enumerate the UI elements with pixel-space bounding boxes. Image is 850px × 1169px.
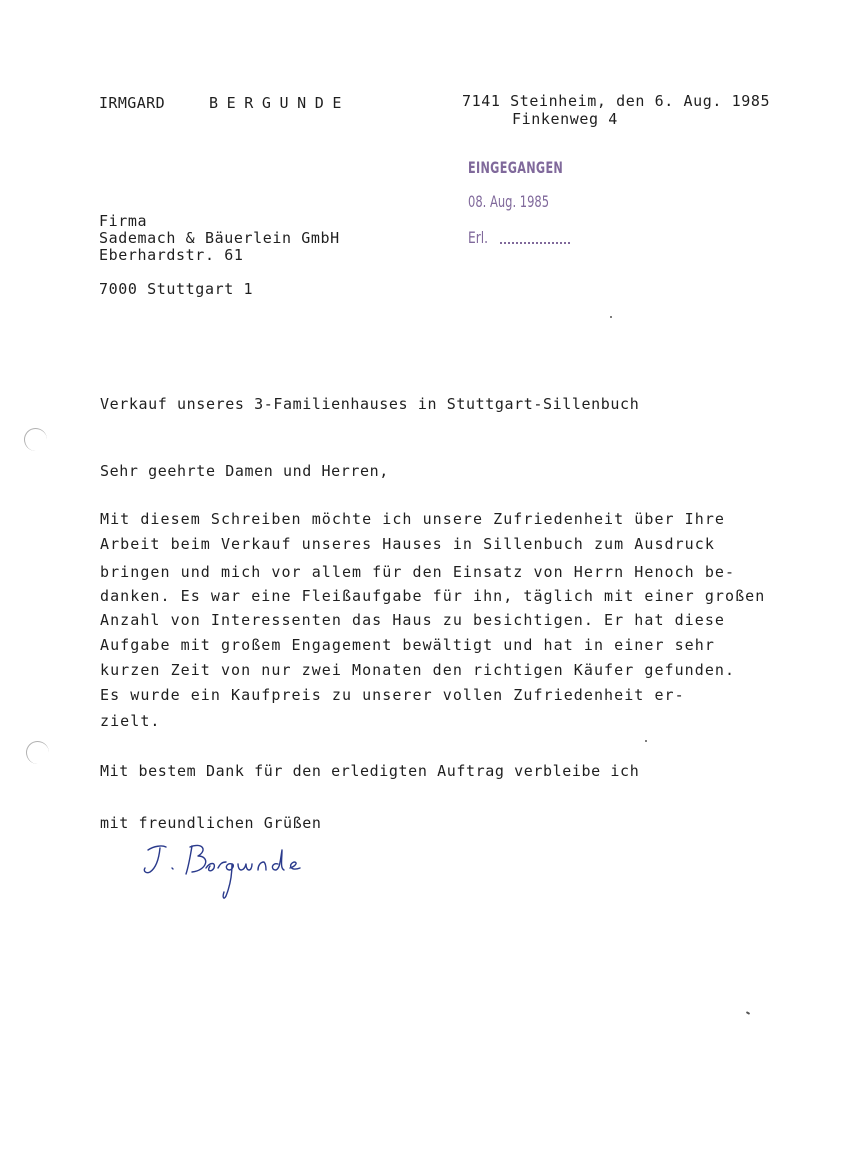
paper-speck [645,740,647,742]
body-line-5: Anzahl von Interessenten das Haus zu besichtigen. Er hat diese [100,611,726,629]
closing-line: Mit bestem Dank für den erledigten Auftrag verbleibe ich [100,762,640,780]
place-and-date: 7141 Steinheim, den 6. Aug. 1985 [462,92,771,110]
recipient-company: Sademach & Bäuerlein GmbH [99,229,340,247]
body-line-3: bringen und mich vor allem für den Einsatz von Herrn Henoch be- [100,563,736,581]
body-line-4: danken. Es war eine Fleißaufgabe für ihn, täglich mit einer großen [100,587,766,605]
stamp-erledigt-label: Erl. [468,228,489,247]
paper-speck [610,316,612,318]
body-line-1: Mit diesem Schreiben möchte ich unsere Zufriedenheit über Ihre [100,510,726,528]
recipient-city: 7000 Stuttgart 1 [99,280,254,298]
recipient-street: Eberhardstr. 61 [99,246,244,264]
punch-hole-mark [24,428,47,451]
body-line-7: kurzen Zeit von nur zwei Monaten den richtigen Käufer gefunden. [100,661,736,679]
complimentary-close: mit freundlichen Grüßen [100,814,322,832]
recipient-line-1: Firma [99,212,148,230]
letter-subject: Verkauf unseres 3-Familienhauses in Stuttgart-Sillenbuch [100,395,640,413]
paper-speck [746,1011,750,1015]
sender-street: Finkenweg 4 [512,110,618,128]
body-line-6: Aufgabe mit großem Engagement bewältigt und hat in einer sehr [100,636,715,654]
stamp-date: 08. Aug. 1985 [468,192,550,211]
handwritten-signature [140,838,340,904]
body-line-2: Arbeit beim Verkauf unseres Hauses in Sillenbuch zum Ausdruck [100,535,715,553]
body-line-9: zielt. [100,712,161,730]
sender-first-name: IRMGARD [99,94,166,112]
body-line-8: Es wurde ein Kaufpreis zu unserer vollen Zufriedenheit er- [100,686,685,704]
stamp-dotted-line [500,242,570,244]
punch-hole-mark [26,741,49,764]
stamp-received-label: EINGEGANGEN [468,158,564,177]
salutation: Sehr geehrte Damen und Herren, [100,462,389,480]
sender-last-name: BERGUNDE [209,94,351,112]
